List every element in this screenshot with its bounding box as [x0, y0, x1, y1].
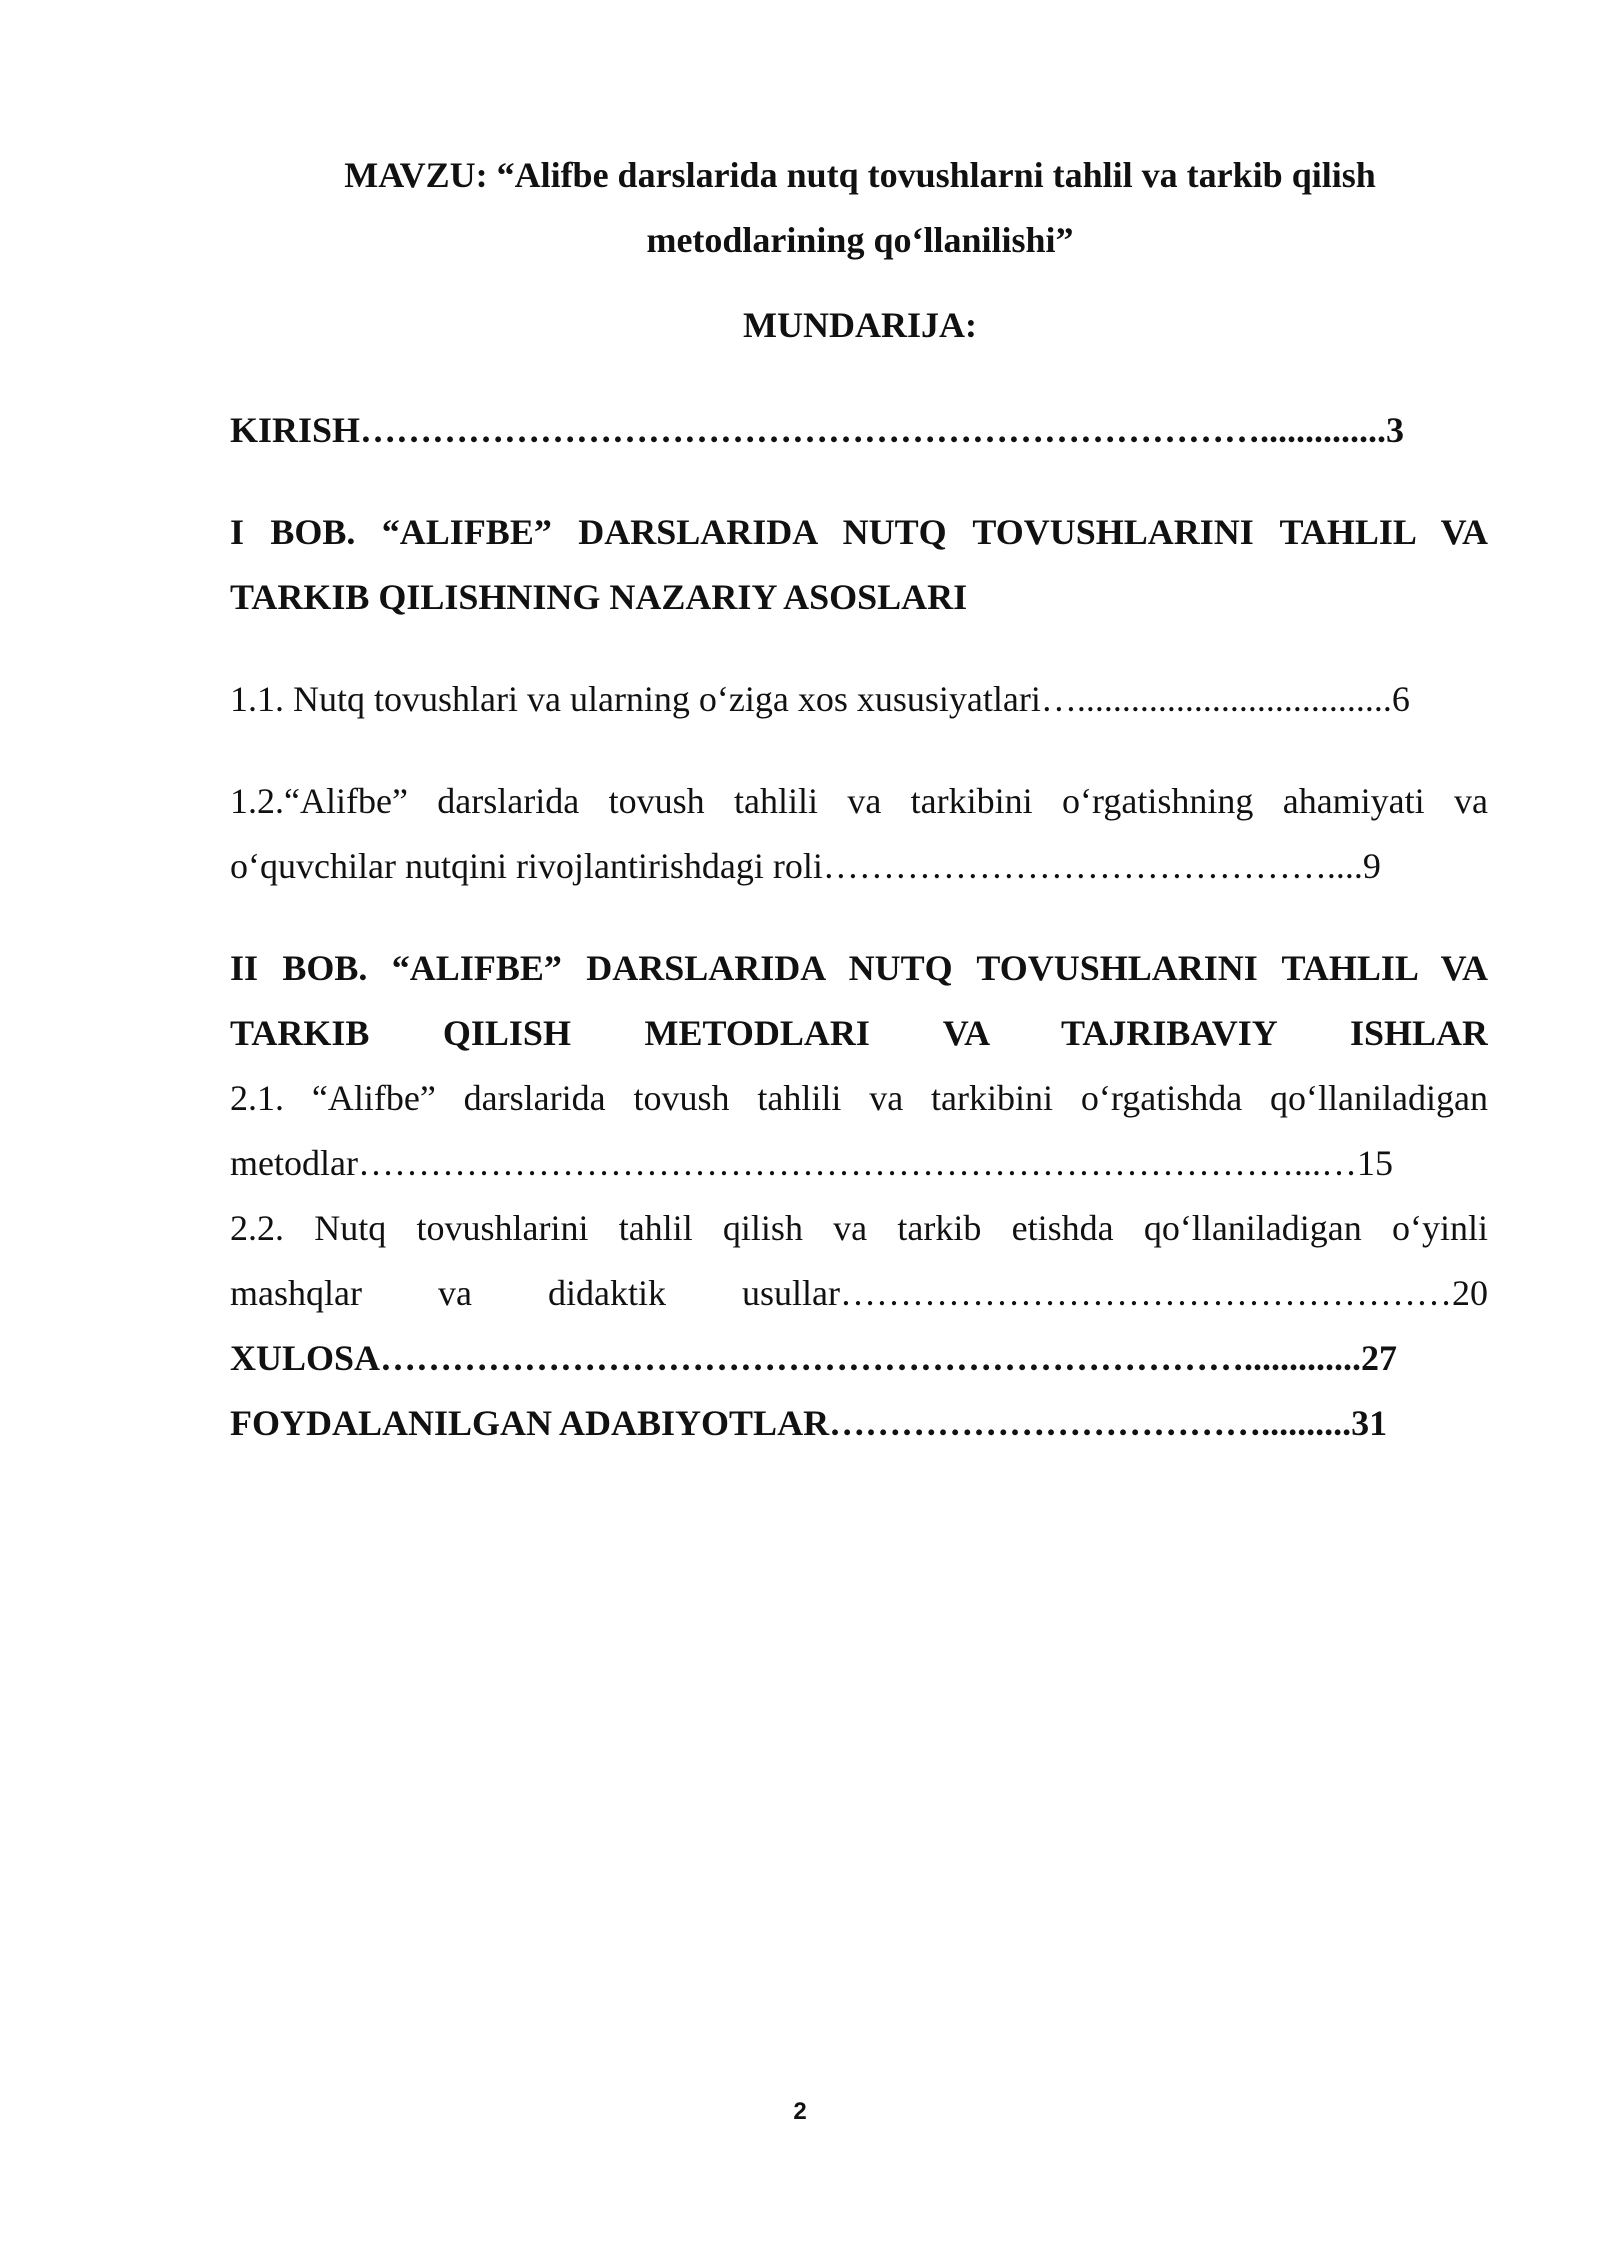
contents-heading: MUNDARIJA: [743, 305, 977, 345]
document-title-line-2: metodlarining qo‘llanilishi” [646, 220, 1074, 260]
toc-section-2-2-line-2: mashqlar va didaktik usullar……………………………………………20 [230, 1273, 1488, 1313]
toc-section-1-2-line-1: 1.2.“Alifbe” darslarida tovush tahlili va tarkibini o‘rgatishning ahamiyati va [230, 781, 1488, 821]
toc-bob2-line-1: II BOB. “ALIFBE” DARSLARIDA NUTQ TOVUSHLARINI TAHLIL VA [230, 948, 1488, 988]
toc-section-2-1-line-2: metodlar……………………………………………………………………...…15 [230, 1143, 1393, 1183]
toc-kirish: KIRISH…………………………………………………………………..............3 [230, 410, 1405, 450]
document-title-line-1: MAVZU: “Alifbe darslarida nutq tovushlarni tahlil va tarkib qilish [344, 155, 1376, 195]
toc-section-2-2-line-1: 2.2. Nutq tovushlarini tahlil qilish va tarkib etishda qo‘llaniladigan o‘yinli [230, 1208, 1488, 1248]
toc-xulosa: XULOSA……………………………………………………………….............27 [230, 1338, 1398, 1378]
toc-bob2-line-2: TARKIB QILISH METODLARI VA TAJRIBAVIY ISHLAR [230, 1013, 1488, 1053]
toc-bob1-line-2: TARKIB QILISHNING NAZARIY ASOSLARI [230, 577, 968, 617]
toc-bob1-line-1: I BOB. “ALIFBE” DARSLARIDA NUTQ TOVUSHLARINI TAHLIL VA [230, 512, 1488, 552]
toc-section-1-2-line-2: o‘quvchilar nutqini rivojlantirishdagi roli……………………………………....9 [230, 846, 1381, 886]
toc-section-1-1: 1.1. Nutq tovushlari va ularning o‘ziga xos xususiyatlari…...................................6 [230, 679, 1410, 719]
toc-section-2-1-line-1: 2.1. “Alifbe” darslarida tovush tahlili va tarkibini o‘rgatishda qo‘llaniladigan [230, 1078, 1488, 1118]
toc-foydalanilgan-adabiyotlar: FOYDALANILGAN ADABIYOTLAR………………………………..........31 [230, 1403, 1388, 1443]
page-number: 2 [793, 2098, 807, 2125]
